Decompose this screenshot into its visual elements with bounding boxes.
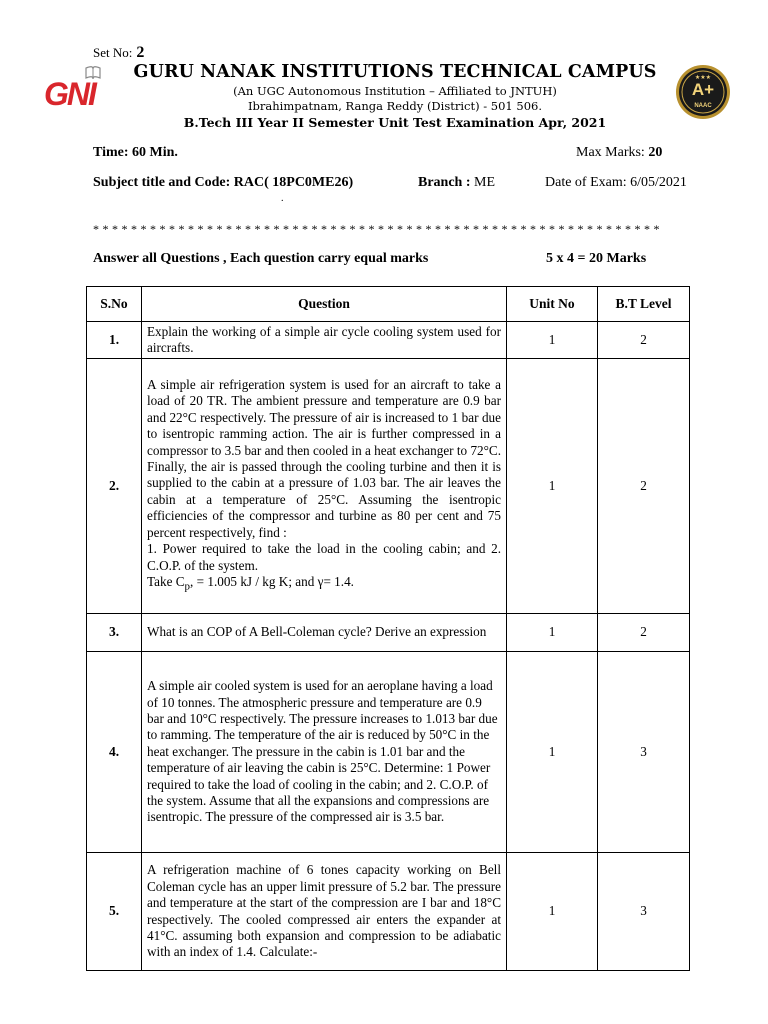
header-unit: Unit No — [507, 287, 598, 322]
exam-title: B.Tech III Year II Semester Unit Test Examination Apr, 2021 — [183, 115, 607, 130]
max-marks-value: 20 — [648, 145, 663, 160]
question-text: A refrigeration machine of 6 tones capacity working on Bell Coleman cycle has an upper limit pressure of 5.2 bar. The pressure and temperature at the start of the compression are I bar and 18°C respectively. The cooled compressed air enters the expander at 41°C. assuming both expansion and compression to be adiabatic with an index of 1.4. Calculate:- — [142, 853, 507, 971]
naac-badge — [675, 64, 731, 120]
bt-level: 3 — [598, 652, 690, 853]
set-number — [93, 44, 144, 62]
branch — [418, 175, 495, 191]
branch-label: Branch : — [418, 175, 474, 190]
stars-icon: ★★★ — [694, 75, 712, 81]
constants-prefix: Take C — [147, 573, 185, 589]
table-row — [87, 359, 690, 614]
max-marks — [576, 145, 662, 161]
bt-level: 2 — [598, 322, 690, 359]
question-text: A simple air refrigeration system is used for an aircraft to take a load of 20 TR. The ambient pressure and temperature are 0.9 bar and 22°C respectively. The pressure of air is increased to 1 bar due to isentropic ramming action. The air is further compressed in a compressor to 3.5 bar and then cooled in a heat exchanger to 72°C. Finally, the air is passed through the cooling turbine and then it is supplied to the cabin at a pressure of 1.03 bar. The air leaves the cabin at a temperature of 25°C. Assuming the isentropic efficiencies of the compressor and turbine as 80 per cent and 75 percent respectively, find : — [147, 377, 501, 540]
institution-address: Ibrahimpatnam, Ranga Reddy (District) - 501 506. — [247, 99, 542, 113]
question-constants — [147, 574, 501, 595]
table-header-row — [87, 287, 690, 322]
header-bt-level: B.T Level — [598, 287, 690, 322]
question-number: 1. — [87, 322, 142, 359]
question-number: 4. — [87, 652, 142, 853]
unit-number: 1 — [507, 652, 598, 853]
naac-label: NAAC — [694, 103, 712, 109]
gni-logo-text: GNI — [44, 76, 95, 112]
set-value: 2 — [136, 44, 145, 61]
table-row — [87, 853, 690, 971]
institution-name: GURU NANAK INSTITUTIONS TECHNICAL CAMPUS — [133, 62, 657, 82]
unit-number: 1 — [507, 614, 598, 652]
unit-number: 1 — [507, 322, 598, 359]
bt-level: 2 — [598, 359, 690, 614]
constants-values: , = 1.005 kJ / kg K; and γ= 1.4. — [190, 573, 354, 589]
max-marks-label: Max Marks: — [576, 145, 649, 160]
star-divider: ************************************************************ — [93, 222, 663, 236]
branch-value: ME — [474, 175, 495, 190]
subject-title: Subject title and Code: RAC( 18PC0ME26) — [93, 175, 354, 190]
set-label: Set No: — [93, 45, 133, 60]
question-number: 5. — [87, 853, 142, 971]
table-row — [87, 322, 690, 359]
question-number: 2. — [87, 359, 142, 614]
unit-number: 1 — [507, 359, 598, 614]
stray-dot: . — [281, 193, 284, 204]
instructions: Answer all Questions , Each question carry equal marks — [93, 251, 429, 266]
question-text-block — [142, 359, 507, 614]
table-row — [87, 614, 690, 652]
header-question: Question — [142, 287, 507, 322]
bt-level: 2 — [598, 614, 690, 652]
exam-time: Time: 60 Min. — [93, 145, 178, 160]
marks-scheme: 5 x 4 = 20 Marks — [546, 251, 647, 266]
unit-number: 1 — [507, 853, 598, 971]
question-table — [86, 286, 690, 971]
bt-level: 3 — [598, 853, 690, 971]
gni-logo — [44, 64, 106, 112]
question-text: What is an COP of A Bell-Coleman cycle? Derive an expression — [142, 614, 507, 652]
question-subitems: 1. Power required to take the load in the cooling cabin; and 2. C.O.P. of the system. — [147, 541, 501, 573]
header-sno: S.No — [87, 287, 142, 322]
naac-grade: A+ — [691, 80, 715, 99]
question-text: A simple air cooled system is used for an aeroplane having a load of 10 tonnes. The atmospheric pressure and temperature are 0.9 bar and 10°C respectively. The pressure increases to 1.013 bar due to ramming. The temperature of the air is reduced by 50°C in the heat exchanger. The pressure in the cabin is 1.01 bar and the temperature of air leaving the cabin is 25°C. Determine: 1 Power required to take the load of cooling in the cabin; and 2. C.O.P. of the system. Assume that all the expansions and compressions are isentropic. The pressure of the compressed air is 3.5 bar. — [142, 652, 507, 853]
institution-affiliation: (An UGC Autonomous Institution – Affiliated to JNTUH) — [233, 84, 557, 98]
constants-subscript: p — [184, 580, 191, 593]
question-number: 3. — [87, 614, 142, 652]
table-row — [87, 652, 690, 853]
question-text: Explain the working of a simple air cycle cooling system used for aircrafts. — [142, 322, 507, 359]
exam-date: Date of Exam: 6/05/2021 — [545, 175, 687, 190]
